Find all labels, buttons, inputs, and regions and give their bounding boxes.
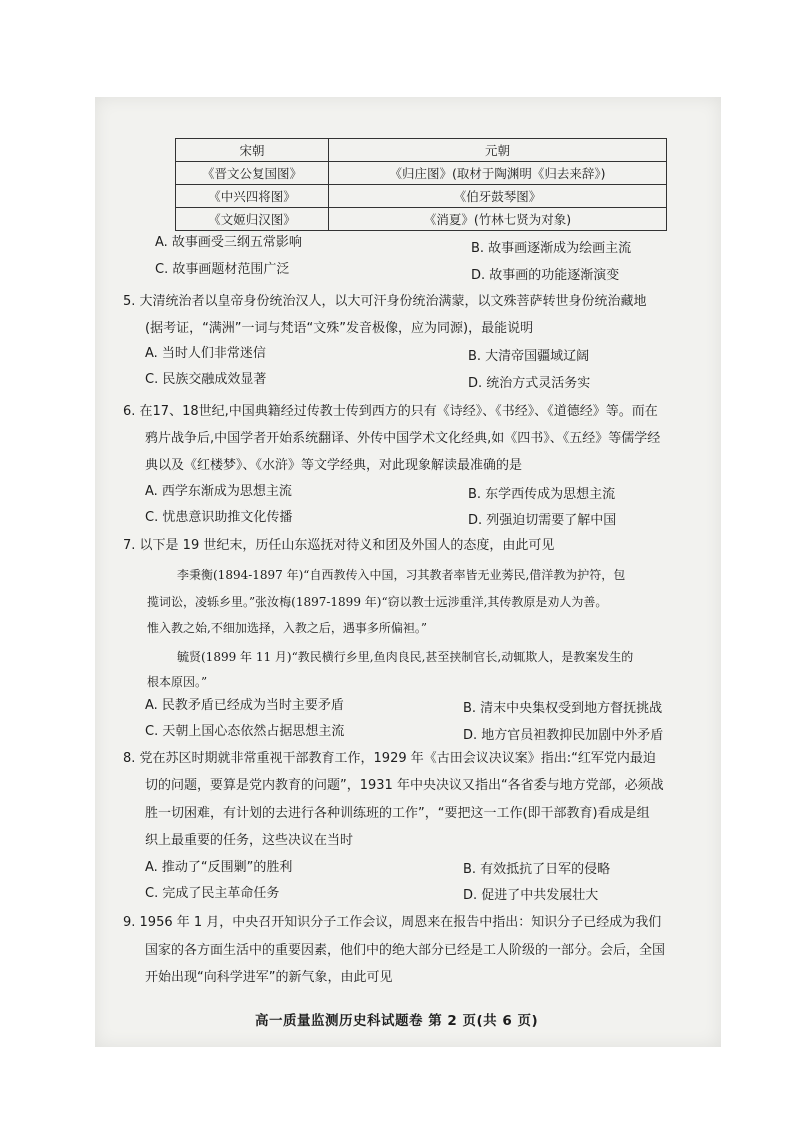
table-cell: 《中兴四将图》 — [176, 185, 329, 208]
table-header-cell: 元朝 — [329, 139, 667, 162]
q9-stem-line: 国家的各方面生活中的重要因素，他们中的绝大部分已经是工人阶级的一部分。会后，全国 — [145, 943, 666, 958]
q9-stem-line: 开始出现“向科学进军”的新气象，由此可见 — [145, 970, 393, 985]
q6-option-d: D. 列强迫切需要了解中国 — [468, 513, 617, 528]
q6-stem-line: 鸦片战争后,中国学者开始系统翻译、外传中国学术文化经典,如《四书》、《五经》等儒学经 — [145, 431, 661, 446]
q4-option-b: B. 故事画逐渐成为绘画主流 — [471, 241, 632, 256]
q7-quote-line: 揽词讼，凌轹乡里。”张汝梅(1897-1899 年)“窃以教士远涉重洋,其传教原是劝人为善。 — [147, 595, 608, 609]
q8-stem-line: 织上最重要的任务，这些决议在当时 — [145, 833, 354, 848]
table-row — [176, 162, 667, 185]
exam-page — [95, 97, 721, 1047]
table-cell: 《消夏》(竹林七贤为对象) — [329, 208, 667, 231]
q8-option-a: A. 推动了“反围剿”的胜利 — [145, 860, 293, 875]
q7-option-b: B. 清末中央集权受到地方督抚挑战 — [463, 701, 663, 716]
q4-option-d: D. 故事画的功能逐渐演变 — [471, 268, 620, 283]
table-cell: 《文姬归汉图》 — [176, 208, 329, 231]
q7-quote-line: 毓贤(1899 年 11 月)“教民横行乡里,鱼肉良民,甚至挟制官长,动辄欺人，是教案发生的 — [177, 650, 634, 664]
q5-option-a: A. 当时人们非常迷信 — [145, 346, 266, 361]
table-row — [176, 185, 667, 208]
table-row — [176, 208, 667, 231]
q5-option-b: B. 大清帝国疆域辽阔 — [468, 349, 590, 364]
q8-stem-line: 8. 党在苏区时期就非常重视干部教育工作，1929 年《古田会议决议案》指出:“红军党内最迫 — [123, 751, 656, 766]
table-header-row — [176, 139, 667, 162]
q8-option-b: B. 有效抵抗了日军的侵略 — [463, 862, 611, 877]
q6-stem-line: 6. 在17、18世纪,中国典籍经过传教士传到西方的只有《诗经》、《书经》、《道德经》等。而在 — [123, 404, 658, 419]
table-cell: 《晋文公复国图》 — [176, 162, 329, 185]
q8-option-d: D. 促进了中共发展壮大 — [463, 888, 599, 903]
q7-quote-line: 惟入教之始,不细加选择，入教之后，遇事多所偏袒。” — [147, 621, 427, 635]
paintings-table — [175, 138, 667, 231]
q5-option-d: D. 统治方式灵活务实 — [468, 376, 591, 391]
q7-option-d: D. 地方官员袒教抑民加剧中外矛盾 — [463, 728, 664, 743]
q7-option-a: A. 民教矛盾已经成为当时主要矛盾 — [145, 698, 344, 713]
q8-option-c: C. 完成了民主革命任务 — [145, 886, 280, 901]
q6-option-a: A. 西学东渐成为思想主流 — [145, 484, 292, 499]
table-header-cell: 宋朝 — [176, 139, 329, 162]
q6-option-b: B. 东学西传成为思想主流 — [468, 487, 616, 502]
q6-stem-line: 典以及《红楼梦》、《水浒》等文学经典，对此现象解读最准确的是 — [145, 458, 523, 473]
q5-option-c: C. 民族交融成效显著 — [145, 372, 267, 387]
table-cell: 《归庄图》(取材于陶渊明《归去来辞》) — [329, 162, 667, 185]
q9-stem-line: 9. 1956 年 1 月，中央召开知识分子工作会议，周恩来在报告中指出：知识分子已经成为我们 — [123, 915, 662, 930]
q7-quote-line: 李秉衡(1894-1897 年)“自西教传入中国，习其教者率皆无业莠民,借洋教为护符，包 — [177, 568, 626, 582]
q8-stem-line: 胜一切困难，有计划的去进行各种训练班的工作”，“要把这一工作(即干部教育)看成是组 — [145, 806, 650, 821]
q4-option-c: C. 故事画题材范围广泛 — [155, 262, 290, 277]
table-cell: 《伯牙鼓琴图》 — [329, 185, 667, 208]
q5-stem-line: (据考证，“满洲”一词与梵语“文殊”发音极像，应为同源)，最能说明 — [145, 321, 534, 336]
page-footer: 高一质量监测历史科试题卷 第 2 页(共 6 页) — [255, 1013, 539, 1029]
q6-option-c: C. 忧患意识助推文化传播 — [145, 510, 293, 525]
q8-stem-line: 切的问题，要算是党内教育的问题”，1931 年中央决议又指出“各省委与地方党部，必须战 — [145, 778, 664, 793]
q7-quote-line: 根本原因。” — [147, 675, 208, 689]
q4-option-a: A. 故事画受三纲五常影响 — [155, 235, 302, 250]
q5-stem-line: 5. 大清统治者以皇帝身份统治汉人，以大可汗身份统治满蒙，以文殊菩萨转世身份统治藏地 — [123, 294, 647, 309]
q7-stem: 7. 以下是 19 世纪末，历任山东巡抚对待义和团及外国人的态度，由此可见 — [123, 538, 555, 553]
q7-option-c: C. 天朝上国心态依然占据思想主流 — [145, 724, 345, 739]
